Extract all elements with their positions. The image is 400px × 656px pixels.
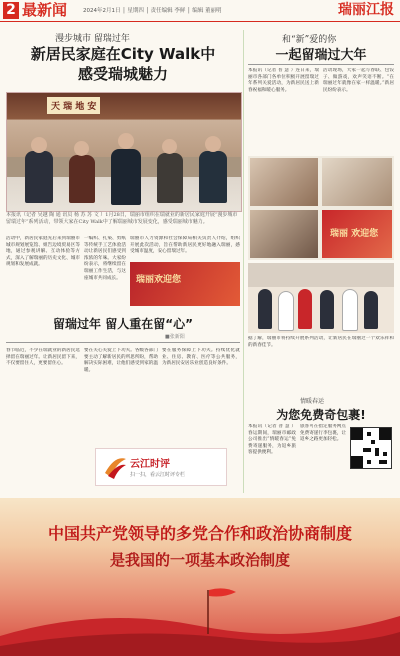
promo-subtitle: 扫一扫，看云江时评专栏 bbox=[130, 472, 186, 478]
header-meta: 2024年2月1日 │ 星期四 │ 责任编辑 李鲜 │ 编辑 董丽明 bbox=[83, 8, 222, 14]
section2-body-column: 要在关心关爱上下功夫。各级各部门要主动了解新居民的所思所盼，帮助解决实际困难，让他们感受到家的温暖。 bbox=[84, 348, 158, 373]
lead-headline-line2: 感受瑞城魅力 bbox=[77, 65, 168, 83]
right-rule bbox=[248, 64, 394, 65]
section2-headline: 留瑞过年 留人重在留“心” bbox=[53, 317, 193, 331]
person-head bbox=[74, 141, 89, 156]
person-head bbox=[118, 133, 134, 149]
right-headline: 一起留瑞过大年 bbox=[275, 48, 367, 63]
spring-body-column: 旅客可在指定服务网点免费寄递行李包裹，让返乡之路更加轻松。 bbox=[300, 424, 346, 443]
qr-code-icon[interactable] bbox=[350, 427, 392, 469]
person-figure bbox=[364, 291, 378, 329]
person-head bbox=[31, 137, 47, 153]
spring-body-column: 本报讯（记者 普 慧 ）春运期间，瑞丽市邮政公司推出“情暖春运”免费寄递服务，为返乡旅客提供便利。 bbox=[248, 424, 296, 456]
right-body-column: 本报讯（记者 普 慧 ）连日来，瑞丽市各部门各单位积极开展留瑞过年系列关爱活动，为新居民送上新春祝福和暖心服务。 bbox=[248, 68, 319, 93]
photo-collage bbox=[248, 156, 394, 260]
promo-title: 云江时评 bbox=[130, 459, 170, 470]
spring-headline: 为您免费奇包裹! bbox=[276, 408, 366, 422]
issue-date: 2024年2月1日 bbox=[83, 8, 121, 14]
page-header bbox=[0, 0, 400, 22]
promo-box[interactable] bbox=[95, 448, 227, 486]
lead-body-column: 一编织、扎染、剪纸等传统手工艺体验活动让新居民们感受到浓浓的年味。大家纷纷表示，将继续留在瑞丽工作生活，与这座城市共同成长。 bbox=[84, 236, 126, 281]
masthead: 瑞丽江报 bbox=[338, 2, 394, 18]
editor-credit: 责任编辑 李鲜 bbox=[150, 8, 186, 14]
person-figure bbox=[342, 289, 358, 331]
bottom-banner bbox=[0, 498, 400, 656]
bottom-banner-line1: 中国共产党领导的多党合作和政治协商制度 bbox=[47, 524, 352, 543]
collage-photo bbox=[322, 210, 392, 258]
person-head bbox=[205, 136, 221, 152]
right-body-column: 活动现场，大家一起写春联、包饺子、做游戏，欢声笑语不断。“在瑞丽过年就像在家一样温暖。”新居民纷纷表示。 bbox=[323, 68, 394, 93]
event-photo bbox=[248, 263, 394, 333]
person-figure bbox=[258, 289, 272, 329]
person-figure bbox=[69, 155, 95, 203]
person-figure bbox=[199, 151, 227, 203]
person-figure bbox=[320, 290, 334, 329]
lead-caption: 本报讯（记者 吴越 陶 通 讯员 杨 苏 苏 文 ）1月28日，瑞丽市组织在瑞就业的新居民家庭开展“漫步城市 留瑞过年”系列活动，带领大家在City Walk中了解瑞丽城市发展变化，感受瑞丽城市魅力。 bbox=[6, 212, 238, 225]
lead-headline bbox=[6, 44, 240, 84]
person-figure bbox=[278, 291, 294, 331]
collage-photo bbox=[250, 210, 318, 258]
banner-text: 瑞丽欢迎您 bbox=[136, 275, 182, 285]
photo-sign: 天 瑞 地 安 bbox=[47, 97, 100, 114]
section2-byline: ■张新阳 bbox=[165, 334, 185, 340]
section2-rule bbox=[6, 342, 240, 343]
right-kicker: 和“新”爱的你 bbox=[282, 35, 337, 45]
lead-headline-line1: 新居民家庭在City Walk中 bbox=[30, 45, 216, 63]
section-name: 最新闻 bbox=[22, 1, 68, 19]
spring-kicker: 情暖春运 bbox=[300, 398, 325, 405]
bottom-banner-line2: 是我国的一项基本政治制度 bbox=[109, 551, 290, 569]
person-figure bbox=[298, 289, 312, 329]
person-figure bbox=[111, 149, 141, 205]
promo-logo-icon bbox=[102, 453, 128, 481]
lead-body-column: 瑞丽市人力资源和社会保障局相关负责人介绍，组织开展此次活动，旨在帮助新居民更好地融入瑞丽，感受城市温度，安心留瑞过年。 bbox=[130, 236, 240, 255]
person-figure bbox=[25, 151, 53, 203]
section2-body-column: 要在服务保障上下功夫。持续优化就业、住房、教育、医疗等公共服务，为新居民安居乐业创造良好条件。 bbox=[162, 348, 240, 367]
event-backdrop bbox=[248, 263, 394, 287]
section2-body-column: 春节临近，不少在瑞就业的新居民选择留在瑞丽过年。让新居民留下来，不仅要留住人，更要留住心。 bbox=[6, 348, 80, 367]
designer-credit: 编辑 董丽明 bbox=[192, 8, 222, 14]
lead-kicker: 漫步城市 留瑞过年 bbox=[55, 34, 130, 44]
collage-photo bbox=[250, 158, 318, 206]
collage-photo bbox=[322, 158, 392, 206]
person-head bbox=[162, 139, 177, 154]
header-rule bbox=[0, 21, 400, 22]
qr-code-pattern bbox=[351, 428, 391, 468]
lead-photo bbox=[6, 92, 242, 212]
column-divider bbox=[243, 30, 244, 493]
lead-body-column: 活动中，新居民家庭先后来到瑞丽市城市规划展览馆、姐告边境贸易区等地，通过参观讲解、互动体验等方式，深入了解瑞丽的历史文化、城市规划和发展成就。 bbox=[6, 236, 80, 268]
person-figure bbox=[157, 153, 183, 203]
section-number: 2 bbox=[3, 2, 19, 19]
right-body-column: 据了解，瑞丽市将持续开展系列活动，让新居民在瑞丽过一个欢乐祥和的新春佳节。 bbox=[248, 336, 394, 348]
collage-label: 瑞丽 欢迎您 bbox=[330, 229, 379, 239]
issue-weekday: 星期四 bbox=[127, 8, 144, 14]
flag-landscape bbox=[0, 576, 400, 656]
banner-image bbox=[130, 262, 240, 306]
